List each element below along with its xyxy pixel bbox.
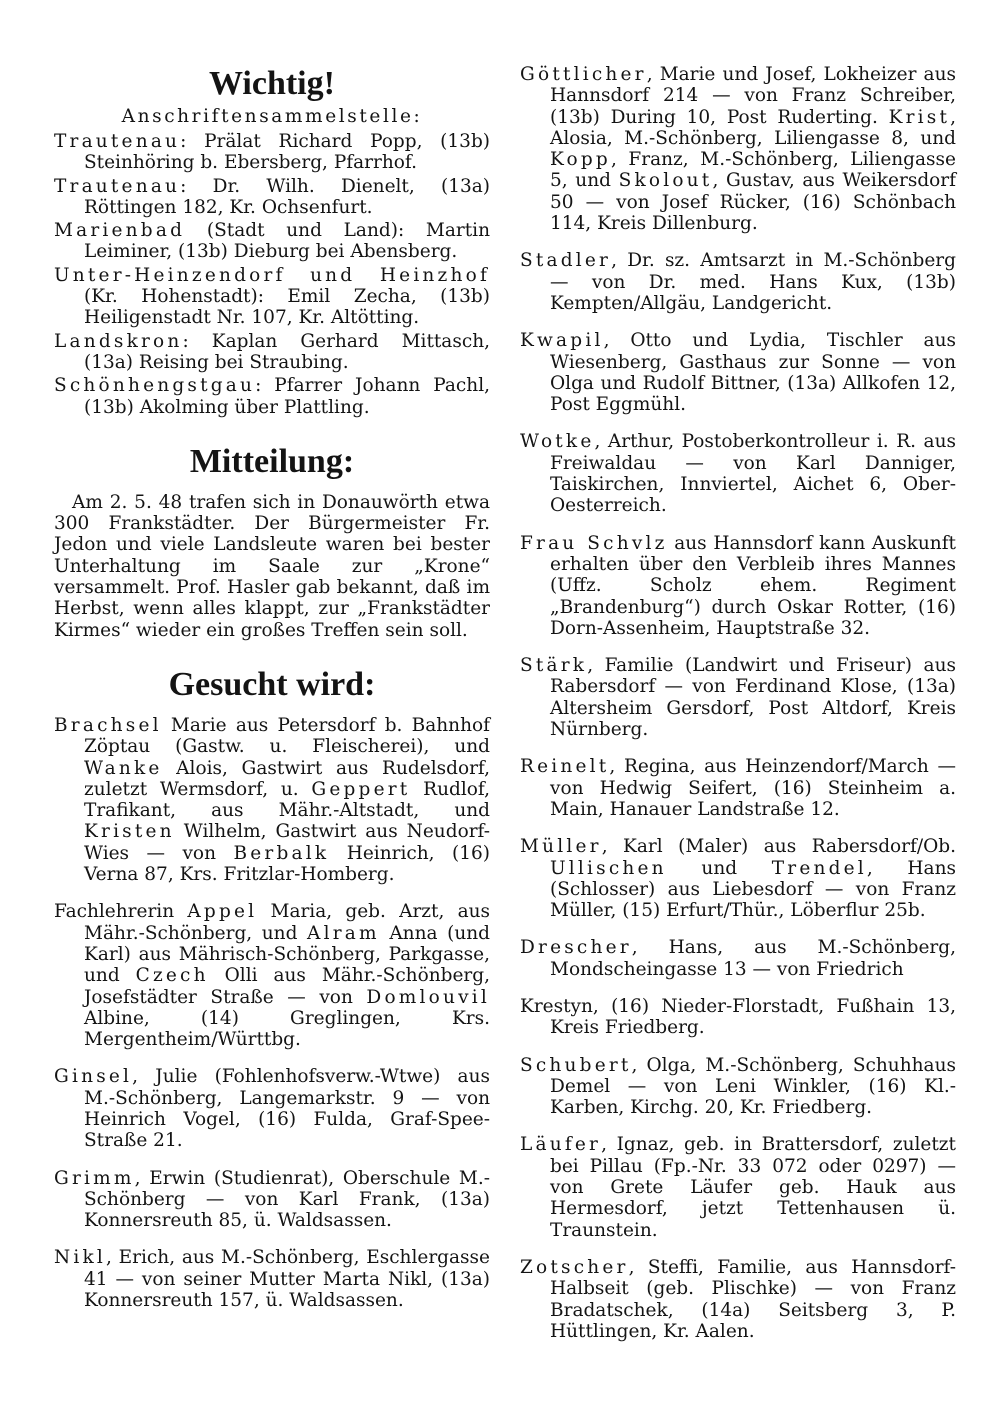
person-name: Ginsel [54,1066,133,1088]
entry-text: Fachlehrerin [54,901,188,923]
person-name: Kristen [84,821,175,843]
address-entry [54,331,490,374]
search-entry [54,1168,490,1232]
entry-text: , Ignaz, geb. in Brattersdorf, zuletzt bei Pillau (Fp.-Nr. 33 072 oder 0297) — von Grete Läufer geb. Hauk aus Hermesdorf, jetzt Tettenhausen ü. Traunstein. [550,1134,956,1241]
entry-text: , Hans (Schlosser) aus Liebesdorf — von Franz Müller, (15) Erfurt/Thür., Löberflur 25b. [550,857,956,922]
search-entry [520,1134,956,1240]
entry-text: , Gustav, aus Weikersdorf 50 — von Josef Rücker, (16) Schönbach 114, Kreis Dillenburg. [550,170,956,235]
person-name: Stadler [520,250,612,272]
address-text: : Pfarrer Johann Pachl, (13b) Akolming über Plattling. [84,375,490,418]
person-name: Appel [187,901,258,923]
address-entry [54,375,490,418]
person-name: Göttlicher [520,64,647,85]
entry-text: , Erwin (Studienrat), Oberschule M.-Schönberg — von Karl Frank, (13a) Konnersreuth 85, ü. Waldsassen. [84,1167,490,1232]
entry-text: aus Hannsdorf kann Auskunft erhalten über den Verbleib ihres Mannes (Uffz. Scholz ehem. Regiment „Brandenburg“) durch Oskar Rotter, (16) Dorn-Assenheim, Hauptstraße 32. [550,532,956,639]
entry-text: und [666,857,772,879]
person-name: Wanke [84,757,163,779]
address-text: : Kaplan Gerhard Mittasch, (13a) Reising bei Straubing. [84,330,490,373]
person-name: Stärk [520,655,588,677]
address-entry [54,131,490,174]
entry-text: , Marie und Josef, Lokheizer aus Hannsdorf 214 — von Franz Schreiber, (13b) During 10, Post Ruderting. [550,64,956,128]
search-entry [54,901,490,1050]
person-name: Skolout [618,170,713,192]
entry-text: , Erich, aus M.-Schönberg, Eschlergasse 41 — von seiner Mutter Marta Nikl, (13a) Konnersreuth 157, ü. Waldsassen. [84,1247,490,1312]
person-name: Alram [307,922,380,944]
search-entry [54,1247,490,1311]
entry-text: Alois, Gastwirt aus Rudelsdorf, zuletzt Wermsdorf, u. [84,757,490,800]
place-name: Landskron [54,330,183,352]
place-name: Trautenau [54,131,181,152]
person-name: Domlouvil [366,986,490,1008]
person-name: Müller [520,836,602,858]
address-entry [54,265,490,329]
entry-text: Wilhelm, Gastwirt aus Neudorf-Wies — von [84,821,490,864]
person-name: Schubert [520,1054,632,1076]
entry-text: Maria, geb. Arzt, aus Mähr.-Schönberg, und [84,901,491,944]
entry-text: , Arthur, Postoberkontrolleur i. R. aus Freiwaldau — von Karl Danniger, Taiskirchen, Innviertel, Aichet 6, Ober-Oesterreich. [550,431,956,517]
entry-text: , Regina, aus Heinzendorf/March — von Hedwig Seifert, (16) Steinheim a. Main, Hanauer Landstraße 12. [550,756,956,820]
place-name: Marienbad [54,220,186,242]
entry-text: Heinrich, (16) Verna 87, Krs. Fritzlar-Homberg. [84,842,490,886]
entry-text: , Franz, M.-Schönberg, Liliengasse 5, und [550,149,956,192]
search-entry [520,1257,956,1342]
place-name: Unter-Heinzendorf und Heinzhof [54,264,490,286]
search-entry [54,715,490,885]
anschriften-subheading: Anschriftensammelstelle: [121,106,423,127]
person-name: Kwapil [520,330,604,352]
entry-text: , Hans, aus M.-Schönberg, Mondscheingasse 13 — von Friedrich [550,937,956,980]
person-name: Läufer [520,1134,602,1156]
address-entry [54,220,490,263]
left-column [54,64,490,1327]
person-name: Kopp [550,149,611,171]
search-entry [520,1055,956,1119]
person-name: Berbalk [233,842,330,864]
entry-text: , Steffi, Familie, aus Hannsdorf-Halbseit (geb. Plischke) — von Franz Bradatschek, (14a) Seitsberg 3, P. Hüttlingen, Kr. Aalen. [550,1256,956,1342]
entry-text: , Dr. sz. Amtsarzt in M.-Schönberg — von Dr. med. Hans Kux, (13b) Kempten/Allgäu, Landgericht. [550,250,956,314]
person-name: Czech [135,965,209,987]
person-name: Zotscher [520,1256,629,1278]
search-entry [520,937,956,980]
entry-text: , Familie (Landwirt und Friseur) aus Rabersdorf — von Ferdinand Klose, (13a) Altersheim Gersdorf, Post Altdorf, Kreis Nürnberg. [550,655,956,741]
search-entry [54,1066,490,1151]
search-entry [520,330,956,415]
person-name: Drescher [520,937,632,959]
person-name: Krist [888,106,951,128]
person-name: Trendel [771,857,867,879]
entry-text: Olli aus Mähr.-Schönberg, Josefstädter Straße — von [84,965,491,1008]
address-text: : Dr. Wilh. Dienelt, (13a) Röttingen 182, Kr. Ochsenfurt. [84,175,490,218]
person-name: Nikl [54,1247,107,1269]
person-name: Ullischen [550,857,667,879]
address-text: (Kr. Hohenstadt): Emil Zecha, (13b) Heiligenstadt Nr. 107, Kr. Altötting. [84,286,490,329]
search-entry [520,655,956,740]
entry-text: , Otto und Lydia, Tischler aus Wiesenberg, Gasthaus zur Sonne — von Olga und Rudolf Bittner, (13a) Allkofen 12, Post Eggmühl. [550,330,956,416]
search-entry [520,756,956,820]
person-name: Reinelt [520,756,610,778]
person-name: Wotke [520,431,595,453]
person-name: Grimm [54,1167,135,1189]
entry-text: Marie aus Petersdorf b. Bahnhof Zöptau (Gastw. u. Fleischerei), und [84,714,490,758]
search-entry [520,250,956,314]
mitteilung-heading: Mitteilung: [189,442,355,480]
entry-text: , Julie (Fohlenhofsverw.-Wtwe) aus M.-Schönberg, Langemarkstr. 9 — von Heinrich Vogel, (16) Fulda, Graf-Spee-Straße 21. [84,1066,490,1152]
person-name: Frau Schvlz [520,532,668,554]
address-text: (Stadt und Land): Martin Leiminer, (13b) Dieburg bei Abensberg. [84,220,490,263]
entry-text: , Olga, M.-Schönberg, Schuhhaus Demel — von Leni Winkler, (16) Kl.-Karben, Kirchg. 20, Kr. Friedberg. [550,1054,956,1119]
search-entry [520,533,956,639]
right-column [520,64,956,1358]
search-entry [520,64,956,234]
entry-text: Krestyn, (16) Nieder-Florstadt, Fußhain 13, Kreis Friedberg. [520,995,956,1039]
mitteilung-text: Am 2. 5. 48 trafen sich in Donauwörth etwa 300 Frankstädter. Der Bürgermeister Fr. Jedon und viele Landsleute waren bei bester Unterhaltung im Saale zur „Krone“ versammelt. Prof. Hasler gab bekannt, daß im Herbst, wenn alles klappt, zur „Frankstädter Kirmes“ wieder ein großes Treffen sein soll. [54,491,490,641]
search-entry [520,836,956,921]
entry-text: Albine, (14) Greglingen, Krs. Mergentheim/Württbg. [84,1007,490,1051]
place-name: Trautenau [54,175,181,197]
gesucht-heading: Gesucht wird: [168,665,376,703]
entry-text: Rudlof, Trafikant, aus Mähr.-Altstadt, und [84,778,490,822]
address-text: : Prälat Richard Popp, (13b) Steinhöring b. Ebersberg, Pfarrhof. [84,131,490,174]
address-entry [54,176,490,219]
entry-text: Anna (und Karl) aus Mährisch-Schönberg, Parkgasse, und [84,922,491,987]
entry-text: , Alosia, M.-Schönberg, Liliengasse 8, und [550,106,956,149]
search-entry [520,431,956,516]
person-name: Brachsel [54,714,162,736]
entry-text: , Karl (Maler) aus Rabersdorf/Ob. [601,836,956,858]
wichtig-heading: Wichtig! [209,65,335,102]
place-name: Schönhengstgau [54,375,256,397]
person-name: Geppert [311,778,411,800]
search-entry [520,996,956,1039]
